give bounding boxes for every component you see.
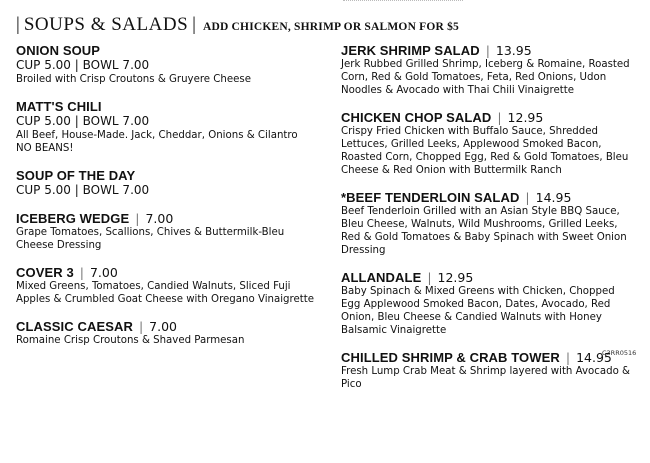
item-description: Baby Spinach & Mixed Greens with Chicken, Chopped Egg Applewood Smoked Bacon, Dates, Avocado, Red Onion, Bleu Cheese & Candied Walnuts with Honey Balsamic Vinaigrette	[341, 286, 615, 336]
item-name: ONION SOUP	[16, 43, 101, 58]
page-edge-marks	[343, 0, 463, 4]
item-price: 14.95	[576, 350, 612, 365]
price-separator: |	[497, 110, 502, 125]
price-separator: |	[427, 270, 432, 285]
left-column	[16, 43, 316, 360]
item-description: Fresh Lump Crab Meat & Shrimp layered with Avocado & Pico	[341, 366, 630, 390]
item-name: *BEEF TENDERLOIN SALAD	[341, 190, 520, 205]
item-description: Beef Tenderloin Grilled with an Asian Style BBQ Sauce, Bleu Cheese, Walnuts, Wild Mushrooms, Grilled Leeks, Red & Gold Tomatoes & Baby Spinach with Sweet Onion Dressing	[341, 206, 627, 256]
item-description: All Beef, House-Made. Jack, Cheddar, Onions & Cilantro	[16, 130, 298, 141]
header-bar-right: |	[192, 14, 196, 35]
price-separator: |	[525, 190, 530, 205]
menu-item-onion-soup	[16, 43, 316, 86]
item-name: COVER 3	[16, 265, 74, 280]
item-note: NO BEANS!	[16, 143, 74, 154]
menu-item-cover-3	[16, 265, 316, 306]
item-description: Crispy Fried Chicken with Buffalo Sauce, Shredded Lettuces, Grilled Leeks, Applewood Smoked Bacon, Roasted Corn, Chopped Egg, Red & Gold Tomatoes, Bleu Cheese & Red Onion with Buttermilk Ranch	[341, 126, 629, 176]
item-prices: CUP 5.00 | BOWL 7.00	[16, 183, 150, 197]
item-prices: CUP 5.00 | BOWL 7.00	[16, 58, 150, 72]
item-description: Romaine Crisp Croutons & Shaved Parmesan	[16, 335, 245, 346]
price-separator: |	[135, 211, 140, 226]
item-name: CHILLED SHRIMP & CRAB TOWER	[341, 350, 560, 365]
item-description: Mixed Greens, Tomatoes, Candied Walnuts, Sliced Fuji Apples & Crumbled Goat Cheese with Oregano Vinaigrette	[16, 281, 315, 305]
item-price: 7.00	[145, 211, 174, 226]
menu-item-classic-caesar	[16, 319, 316, 347]
item-price: 13.95	[495, 43, 532, 58]
item-prices: CUP 5.00 | BOWL 7.00	[16, 114, 150, 128]
header-bar-left: |	[16, 14, 20, 35]
price-separator: |	[565, 350, 571, 365]
item-name: SOUP OF THE DAY	[16, 168, 136, 183]
menu-item-beef-tenderloin-salad	[341, 190, 636, 257]
item-name: CLASSIC CAESAR	[16, 319, 133, 334]
section-header	[16, 14, 636, 36]
menu-code: C3RR0516	[602, 349, 637, 357]
item-name: ALLANDALE	[341, 270, 422, 285]
item-name: JERK SHRIMP SALAD	[341, 43, 480, 58]
price-separator: |	[485, 43, 490, 58]
menu-item-soup-of-the-day	[16, 168, 316, 198]
menu-item-chicken-chop-salad	[341, 110, 636, 177]
item-price: 12.95	[437, 270, 474, 285]
price-separator: |	[138, 319, 144, 334]
price-separator: |	[79, 265, 84, 280]
menu-item-iceberg-wedge	[16, 211, 316, 252]
item-name: ICEBERG WEDGE	[16, 211, 130, 226]
item-price: 12.95	[507, 110, 544, 125]
item-price: 7.00	[89, 265, 118, 280]
menu-item-jerk-shrimp-salad	[341, 43, 636, 97]
menu-item-matts-chili	[16, 99, 316, 155]
menu-item-chilled-shrimp-crab-tower	[341, 350, 636, 391]
item-name: MATT'S CHILI	[16, 99, 102, 114]
item-description: Grape Tomatoes, Scallions, Chives & Buttermilk-Bleu Cheese Dressing	[16, 227, 285, 251]
section-title: SOUPS & SALADS	[23, 14, 189, 35]
item-price: 7.00	[149, 319, 177, 334]
right-column	[341, 43, 636, 404]
menu-item-allandale	[341, 270, 636, 337]
section-subtitle: ADD CHICKEN, SHRIMP OR SALMON FOR $5	[202, 21, 460, 33]
item-description: Broiled with Crisp Croutons & Gruyere Cheese	[16, 74, 251, 85]
item-price: 14.95	[535, 190, 572, 205]
item-description: Jerk Rubbed Grilled Shrimp, Iceberg & Romaine, Roasted Corn, Red & Gold Tomatoes, Feta, Red Onions, Udon Noodles & Avocado with Thai Chili Vinaigrette	[341, 59, 630, 96]
item-name: CHICKEN CHOP SALAD	[341, 110, 492, 125]
